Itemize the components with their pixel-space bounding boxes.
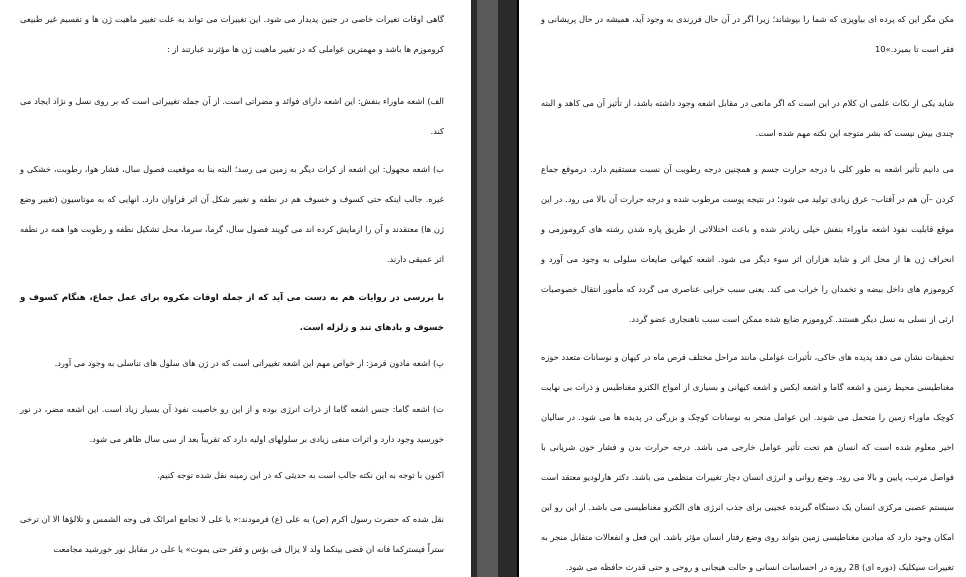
- paragraph: می دانیم تأثیر اشعه به طور کلی با درجه حرارت جسم و همچنین درجه رطوبت آن نسبت مستقیم دارد. درموقع جماع کردن –آن هم در آفتاب– عرق زیادی تولید می شود؛ در نتیجه پوست مرطوب شده و درجه حرارت آن بالا می رود. در این موقع قابلیت نفوذ اشعه ماوراء بنفش خیلی زیادتر شده و باعث اختلالاتی از طریق پاره شدن رشته های کروموزمی و انحراف ژن ها از محل اثر و شاید هزاران اثر سوء دیگر می شود. اشعه کیهانی ضایعات سلولی به وجود می آورد و کروموزم های داخل بیضه و تخمدان را خراب می کند. یعنی سبب خرابی عناصری می گردد که مأمور انتقال خصوصیات ارثی از نسلی به نسل دیگر هستند. کروموزم ضایع شده ممکن است سبب ناهنجاری عضو گردد.: [541, 164, 954, 325]
- paragraph: ت) اشعه گاما: جنس اشعه گاما از ذرات انرژی بوده و از این رو خاصیت نفوذ آن بسیار زیاد است. این اشعه مضر، در نور خورسید وجود دارد و اثرات منفی زیادی بر سلولهای اولیه دارد که تقریباً بعد از سی سال ظاهر می شود.: [20, 404, 444, 445]
- document-page-left: [0, 0, 471, 577]
- paragraph-bold: با بررسی در روایات هم به دست می آید که از جمله اوقات مکروه برای عمل جماع، هنگام کسوف و خسوف و بادهای تند و زلزله است.: [20, 292, 444, 333]
- paragraph: تحقیقات نشان می دهد پدیده های خاکی، تأثیرات عواملی مانند مراحل مختلف قرص ماه در کیهان و نوسانات متعدد حوزه مغناطیسی محیط زمین و اشعه گاما و اشعه ایکس و اشعه کیهانی و بسیاری از امواج الکترو مغناطیس و ذرات بی نهایت کوچک ماوراء زمین را متحمل می شوند. این عوامل منجر به نوسانات کوچک و بزرگی در پدیده ها می شود. در سالیان اخیر معلوم شده است که انسان هم تحت تأثیر عوامل خارجی می باشد. درجه حرارت بدن و فشار خون شریانی با فواصل مرتب، پایین و بالا می رود. وضع روانی و انرژی انسان دچار تغییرات منظمی می باشد. دکتر هارلودیو معتقد است سیستم عصبی مرکزی انسان یک دستگاه گیرنده عجیبی برای جذب انرژی های الکترو مغناطیسی می باشد. از این رو این امکان وجود دارد که میادین مغناطیسی زمین بتواند روی وضع رفتار انسان مؤثر باشد. این فعل و انفعالات متقابل منجر به تغییرات سیکلیک (دوره ای) 28 روزه در احساسات انسانی و حالت هیجانی و روحی و حتی قدرت حافظه می شود.: [541, 352, 954, 573]
- paragraph: شاید یکی از نکات علمی ان کلام در این است که اگر مانعی در مقابل اشعه وجود داشته باشد، از تأثیر آن می کاهد و البته چندی بیش نیست که بشر متوجه این نکته مهم شده است.: [541, 98, 954, 139]
- page-gap: [471, 0, 477, 577]
- paragraph: مکن مگر این که پرده ای بیاویزی که شما را بپوشاند؛ زیرا اگر در آن حال فرزندی به وجود آید، همیشه در حال پریشانی و فقر است تا بمیرد.»10: [541, 14, 954, 55]
- paragraph: نقل شده که حضرت رسول اکرم (ص) به علی (ع) فرمودند:« یا علی لا تجامع امرائک فی وجه الشمس و تلالؤها الا ان ترخی ستراً فیسترکما فانه ان قضی بینکما ولد لا یزال فی بؤس و فقر حتی یموت» یا علی در مقابل نور خورشید مجامعت: [20, 514, 444, 555]
- document-page-right: [517, 0, 966, 577]
- paragraph: پ) اشعه مادون قرمز: از خواص مهم این اشعه تغییراتی است که در ژن های سلول های تناسلی به وجود می آورد.: [54, 358, 444, 369]
- paragraph: الف) اشعه ماوراء بنفش: این اشعه دارای فوائد و مضراتی است. از آن جمله تغییراتی است که بر روی نسل و نژاد ایجاد می کند.: [20, 96, 444, 137]
- paragraph: ب) اشعه مجهول: این اشعه از کرات دیگر به زمین می رسد؛ البته بنا به موقعیت فصول سال، فشار هوا، رطوبت، خشکی و غیره. جالب اینکه حتی کسوف و خسوف هم در نطفه و تغییر شکل آن اثر فراوان دارد. انهایی که به موتاسیون (تغییر وضع ژن ها) معتقدند و آن را ازمایش کرده اند می گویند فصول سال، گرما، سرما، محل تشکیل نطفه و رطوبت هوا همه در نطفه اثر عمیقی دارند.: [20, 164, 444, 265]
- page-gap: [498, 0, 517, 577]
- paragraph: اکنون با توجه به این نکته جالب است به حدیثی که در این زمینه نقل شده توجه کنیم.: [157, 470, 444, 481]
- paragraph: گاهی اوقات تغیرات خاصی در جنین پدیدار می شود. این تغییرات می تواند به علت تغییر ماهیت ژن ها و تقسیم غیر طبیعی کروموزم ها باشد و مهمترین عواملی که در تغییر ماهیت ژن ها مؤثرند عبارتند از :: [20, 14, 444, 55]
